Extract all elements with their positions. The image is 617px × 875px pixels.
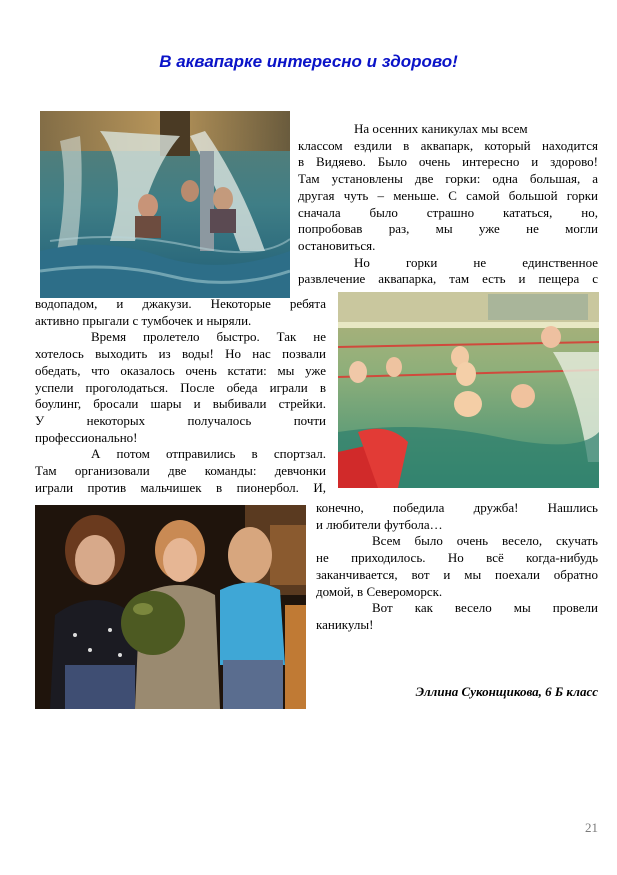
text-line: обедать, что оказалось очень кстати: мы уже <box>35 362 326 378</box>
page-number: 21 <box>585 820 598 835</box>
text-line: Вот как весело мы провели <box>372 600 598 616</box>
article-column-1 <box>298 121 598 288</box>
text-line: водопадом, и джакузи. Некоторые ребята <box>35 296 326 311</box>
text-line: боулинг, бросали шары и выбивали стрейки. <box>35 396 326 412</box>
author-signature: Эллина Суконщикова, 6 Б класс <box>415 684 598 699</box>
text-line: сначала было страшно кататься, но, <box>298 204 598 220</box>
text-line: каникулы! <box>316 616 374 632</box>
text-line: классом ездили в аквапарк, который находится <box>298 137 598 153</box>
text-line: домой, в Североморск. <box>316 583 443 599</box>
text-line: хотелось выходить из воды! Но нас позвали <box>35 346 326 362</box>
text-line: активно прыгали с тумбочек и ныряли. <box>35 312 252 328</box>
text-line: А потом отправились в спортзал. <box>91 446 326 462</box>
waterfall-pool-photo <box>40 111 290 298</box>
text-line: Время пролетело быстро. Так не <box>91 329 326 345</box>
text-line: Но горки не единственное <box>354 254 598 270</box>
article-title: В аквапарке интересно и здорово! <box>159 52 458 71</box>
swimming-pool-photo <box>338 292 599 488</box>
text-line: развлечение аквапарка, там есть и пещера с <box>298 271 598 287</box>
text-line: Там организовали две команды: девчонки <box>35 463 326 479</box>
text-line: другая чуть – меньше. С самой большой горки <box>298 187 598 203</box>
text-line: У некоторых получалось почти <box>35 412 326 428</box>
text-line: не приходилось. Но всё когда-нибудь <box>316 550 598 566</box>
text-line: заканчивается, вот и мы поехали обратно <box>316 566 598 582</box>
article-column-2 <box>35 296 326 496</box>
text-line: конечно, победила дружба! Нашлись <box>316 500 598 515</box>
bowling-girls-photo <box>35 505 306 709</box>
text-line: Там установлены две горки: одна большая, а <box>298 171 598 187</box>
text-line: успели проголодаться. После обеда играли в <box>35 379 326 395</box>
text-line: попробовав раз, мы уже не могли <box>298 221 598 237</box>
article-column-3 <box>316 500 598 634</box>
text-line: и любители футбола… <box>316 516 443 532</box>
text-line: Всем было очень весело, скучать <box>372 533 598 549</box>
text-line: в Видяево. Было очень интересно и здорово! <box>298 154 598 170</box>
text-line: играли против мальчишек в пионербол. И, <box>35 479 326 495</box>
text-line: На осенних каникулах мы всем <box>354 121 528 136</box>
text-line: профессионально! <box>35 429 138 445</box>
text-line: остановиться. <box>298 237 376 253</box>
